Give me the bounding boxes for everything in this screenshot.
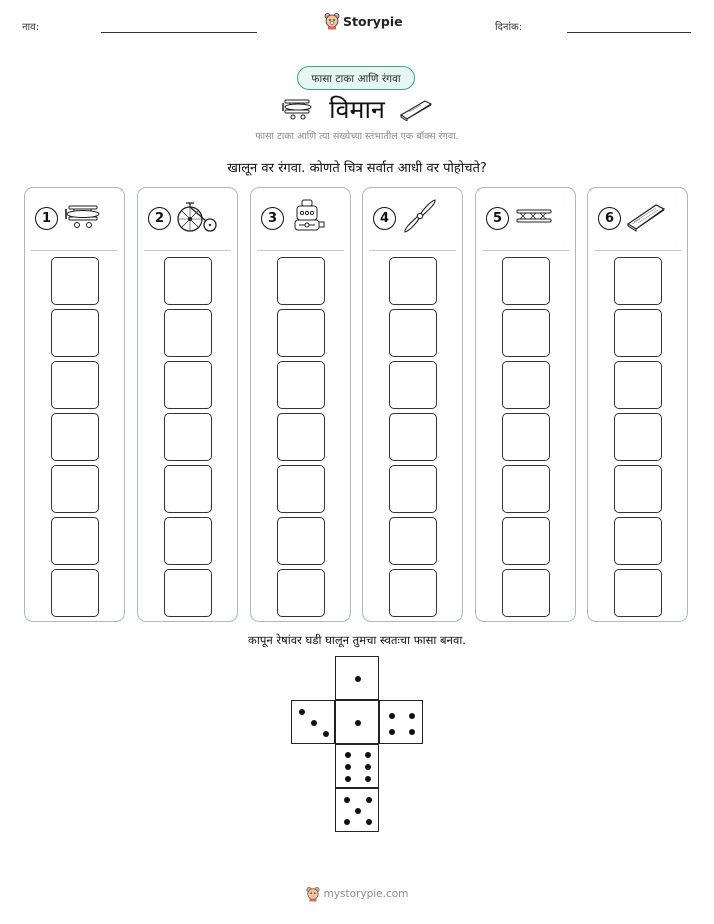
dice-pip: [365, 764, 371, 770]
dice-pip: [345, 752, 351, 758]
color-box[interactable]: [164, 413, 212, 461]
color-box[interactable]: [614, 309, 662, 357]
color-box[interactable]: [502, 517, 550, 565]
column-2: [137, 187, 238, 622]
color-box[interactable]: [277, 569, 325, 617]
page-title: विमान: [329, 95, 385, 124]
column-number: 2: [148, 207, 171, 230]
title-row: [0, 92, 714, 126]
column-number: 3: [261, 207, 284, 230]
dice-pip: [345, 764, 351, 770]
dice-face-3: [291, 700, 335, 744]
name-label: नाव:: [22, 22, 40, 33]
color-box[interactable]: [277, 465, 325, 513]
dice-face-1: [335, 656, 379, 700]
column-6: [587, 187, 688, 622]
dice-pip: [355, 720, 361, 726]
dice-pip: [311, 720, 317, 726]
dice-pip: [409, 729, 415, 735]
date-line[interactable]: [567, 32, 691, 33]
color-box[interactable]: [614, 517, 662, 565]
dice-pip: [299, 709, 305, 715]
column-header: [148, 200, 231, 236]
activity-badge: फासा टाका आणि रंगवा: [297, 66, 415, 90]
bear-icon: [324, 12, 340, 30]
color-box[interactable]: [389, 465, 437, 513]
footer: [0, 886, 714, 902]
color-box[interactable]: [51, 309, 99, 357]
color-box[interactable]: [51, 257, 99, 305]
cut-instruction: कापून रेषांवर घडी घालून तुमचा स्वतःचा फासा बनवा.: [248, 633, 466, 647]
dice-face-1: [335, 700, 379, 744]
dice-pip: [355, 676, 361, 682]
column-divider: [594, 250, 681, 251]
column-header: [486, 200, 569, 236]
penny-farthing-icon: [176, 199, 218, 237]
date-label: दिनांक:: [495, 22, 523, 33]
color-box[interactable]: [614, 413, 662, 461]
dice-face-5: [335, 788, 379, 832]
column-number: 4: [373, 207, 396, 230]
subtitle: फासा टाका आणि त्या संख्येच्या स्तंभातील एक बॉक्स रंगवा.: [255, 131, 459, 142]
dice-pip: [366, 797, 372, 803]
column-divider: [482, 250, 569, 251]
color-box[interactable]: [51, 413, 99, 461]
column-divider: [257, 250, 344, 251]
color-box[interactable]: [51, 361, 99, 409]
biplane-icon: [63, 202, 103, 234]
column-number: 1: [35, 207, 58, 230]
color-box[interactable]: [389, 361, 437, 409]
biplane-icon: [281, 97, 315, 121]
column-divider: [369, 250, 456, 251]
column-divider: [144, 250, 231, 251]
color-box[interactable]: [51, 465, 99, 513]
dice-pip: [345, 776, 351, 782]
wood-plank-icon: [626, 200, 666, 236]
color-box[interactable]: [502, 309, 550, 357]
color-box[interactable]: [389, 257, 437, 305]
brand-name: Storypie: [343, 13, 403, 29]
column-header: [261, 200, 344, 236]
color-box[interactable]: [51, 517, 99, 565]
color-box[interactable]: [614, 361, 662, 409]
color-box[interactable]: [277, 309, 325, 357]
brand-logo: [324, 12, 403, 30]
column-number: 5: [486, 207, 509, 230]
column-4: [362, 187, 463, 622]
instruction: खालून वर रंगवा. कोणते चित्र सर्वात आधी वर पोहोचते?: [227, 161, 487, 176]
dice-face-6: [335, 744, 379, 788]
dice-pip: [355, 808, 361, 814]
color-box[interactable]: [51, 569, 99, 617]
color-box[interactable]: [164, 569, 212, 617]
color-box[interactable]: [164, 309, 212, 357]
color-box[interactable]: [502, 361, 550, 409]
column-header: [35, 200, 118, 236]
column-1: [24, 187, 125, 622]
dice-pip: [389, 713, 395, 719]
column-header: [373, 200, 456, 236]
color-box[interactable]: [502, 569, 550, 617]
dice-pip: [366, 819, 372, 825]
color-box[interactable]: [502, 413, 550, 461]
column-3: [250, 187, 351, 622]
color-box[interactable]: [614, 465, 662, 513]
engine-icon: [289, 198, 327, 238]
color-box[interactable]: [389, 569, 437, 617]
bear-icon: [306, 886, 320, 902]
propeller-icon: [401, 198, 439, 238]
color-box[interactable]: [277, 517, 325, 565]
color-box[interactable]: [614, 257, 662, 305]
color-box[interactable]: [277, 257, 325, 305]
column-number: 6: [598, 207, 621, 230]
dice-pip: [365, 752, 371, 758]
color-box[interactable]: [164, 465, 212, 513]
dice-pip: [344, 819, 350, 825]
dice-pip: [409, 713, 415, 719]
footer-url: mystorypie.com: [323, 888, 409, 900]
color-box[interactable]: [502, 465, 550, 513]
dice-face-4: [379, 700, 423, 744]
wood-plank-icon: [399, 97, 433, 121]
color-box[interactable]: [164, 517, 212, 565]
color-box[interactable]: [389, 413, 437, 461]
dice-pip: [365, 776, 371, 782]
wing-icon: [514, 205, 554, 231]
name-line[interactable]: [101, 32, 257, 33]
color-box[interactable]: [614, 569, 662, 617]
column-5: [475, 187, 576, 622]
color-box[interactable]: [164, 361, 212, 409]
column-header: [598, 200, 681, 236]
color-box[interactable]: [164, 257, 212, 305]
column-divider: [31, 250, 118, 251]
color-box[interactable]: [502, 257, 550, 305]
color-box[interactable]: [277, 361, 325, 409]
color-box[interactable]: [389, 517, 437, 565]
color-box[interactable]: [277, 413, 325, 461]
dice-pip: [323, 731, 329, 737]
color-box[interactable]: [389, 309, 437, 357]
dice-pip: [389, 729, 395, 735]
dice-pip: [344, 797, 350, 803]
